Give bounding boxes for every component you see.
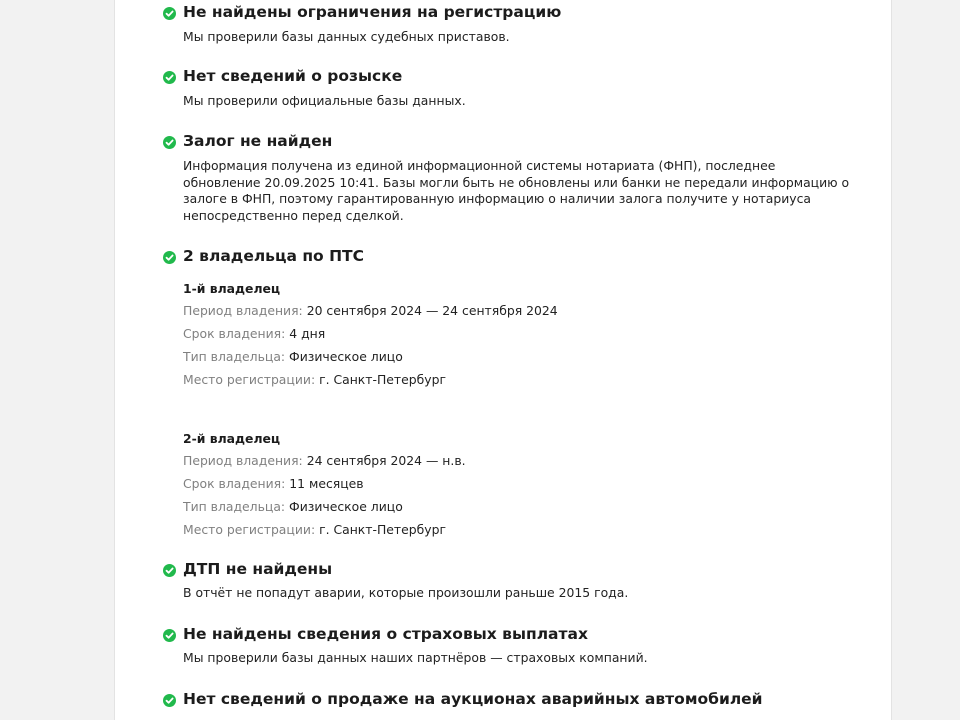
section-description: Мы проверили официальные базы данных. [183, 93, 466, 108]
check-circle-icon [163, 629, 176, 642]
section-title: 2 владельца по ПТС [183, 247, 365, 265]
row-label: Срок владения: [183, 326, 286, 341]
section-description-line: непосредственно перед сделкой. [183, 208, 404, 223]
section-title: ДТП не найдены [183, 560, 333, 578]
row-value: г. Санкт-Петербург [319, 522, 446, 537]
owner-row [183, 522, 446, 537]
owner-row [183, 499, 403, 514]
section-description-line: залоге в ФНП, поэтому гарантированную информацию о наличии залога получите у нотариуса [183, 191, 812, 206]
check-circle-icon [163, 694, 176, 707]
section-title: Нет сведений о продаже на аукционах аварийных автомобилей [183, 690, 763, 708]
row-value: Физическое лицо [289, 349, 403, 364]
row-value: Физическое лицо [289, 499, 403, 514]
section-description-line: обновление 20.09.2025 10:41. Базы могли быть не обновлены или банки не передали информацию о [183, 175, 850, 190]
section-description: В отчёт не попадут аварии, которые произошли раньше 2015 года. [183, 585, 629, 600]
section-title: Залог не найден [183, 132, 333, 150]
owner-row [183, 372, 446, 387]
owner-row [183, 453, 466, 468]
owner-row [183, 326, 325, 341]
row-value: г. Санкт-Петербург [319, 372, 446, 387]
row-label: Тип владельца: [183, 499, 286, 514]
check-circle-icon [163, 71, 176, 84]
section-description-line: Информация получена из единой информационной системы нотариата (ФНП), последнее [183, 158, 776, 173]
row-value: 24 сентября 2024 — н.в. [306, 453, 466, 468]
owner-row [183, 476, 364, 491]
row-label: Тип владельца: [183, 349, 286, 364]
check-circle-icon [163, 7, 176, 20]
section-description: Мы проверили базы данных наших партнёров — страховых компаний. [183, 650, 648, 665]
row-label: Период владения: [183, 453, 303, 468]
row-label: Место регистрации: [183, 522, 316, 537]
report-panel [114, 0, 892, 720]
check-circle-icon [163, 251, 176, 264]
owner-heading: 2-й владелец [183, 431, 281, 446]
owner-heading: 1-й владелец [183, 281, 281, 296]
section-title: Нет сведений о розыске [183, 67, 403, 85]
check-circle-icon [163, 564, 176, 577]
row-label: Место регистрации: [183, 372, 316, 387]
row-value: 20 сентября 2024 — 24 сентября 2024 [306, 303, 558, 318]
row-label: Период владения: [183, 303, 303, 318]
section-title: Не найдены ограничения на регистрацию [183, 3, 562, 21]
section-description: Мы проверили базы данных судебных приставов. [183, 29, 510, 44]
section-title: Не найдены сведения о страховых выплатах [183, 625, 588, 643]
owner-row [183, 349, 403, 364]
row-value: 4 дня [289, 326, 326, 341]
row-value: 11 месяцев [289, 476, 364, 491]
owner-row [183, 303, 558, 318]
row-label: Срок владения: [183, 476, 286, 491]
check-circle-icon [163, 136, 176, 149]
